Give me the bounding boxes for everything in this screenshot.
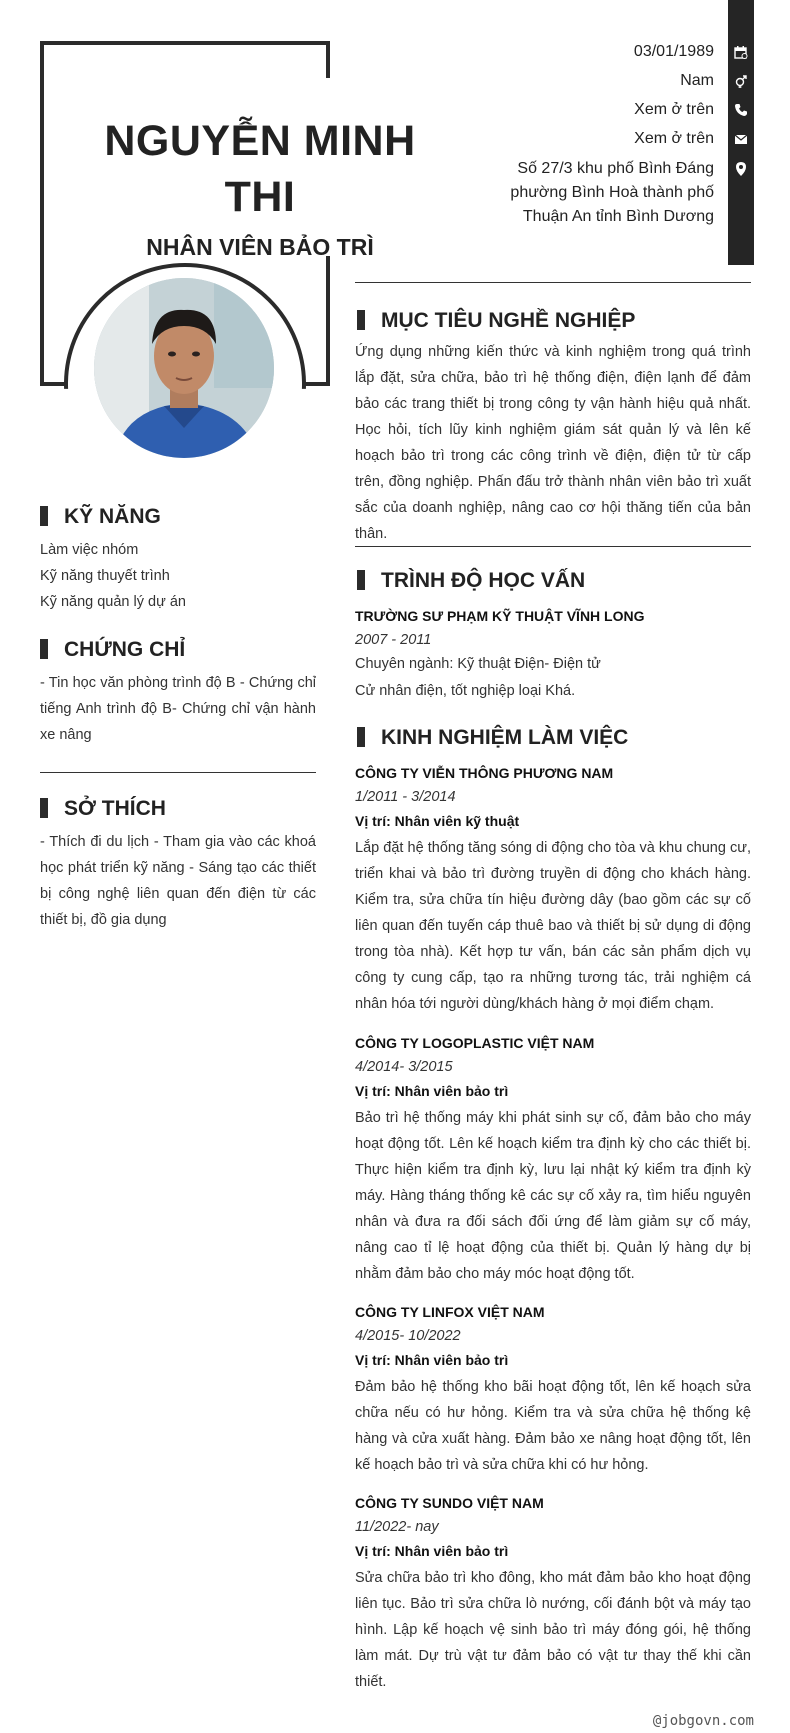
location-icon — [734, 161, 748, 175]
contact-birthdate: 03/01/1989 — [633, 43, 714, 60]
frame-right-border — [326, 41, 330, 78]
contact-address-line3: Thuận An tỉnh Bình Dương — [522, 208, 714, 225]
divider-education — [355, 546, 751, 547]
watermark: @jobgovn.com — [652, 1713, 754, 1729]
job-position: Vị trí: Nhân viên kỹ thuật — [355, 813, 520, 829]
section-title-certificates-text: CHỨNG CHỈ — [64, 638, 186, 661]
section-title-skills-text: KỸ NĂNG — [64, 505, 161, 528]
contact-email: Xem ở trên — [634, 130, 714, 147]
certificates-text: - Tin học văn phòng trình độ B - Chứng chỉ tiếng Anh trình độ B- Chứng chỉ vận hành xe nâng — [40, 675, 316, 743]
section-title-skills — [40, 504, 161, 530]
contact-address-line1: Số 27/3 khu phố Bình Đáng — [517, 160, 714, 177]
avatar — [94, 278, 274, 458]
candidate-name — [60, 113, 460, 225]
section-bar — [357, 570, 365, 590]
job-description: Lắp đặt hệ thống tăng sóng di động cho tòa và khu chung cư, triển khai và bảo trì đường truyền di động cho khách hàng. Kiểm tra, sửa chữa tín hiệu đường dây (bao gồm các sự cố liên quan đến tuyến cáp thuê bao và thiết bị sử dụng di động trong tòa nhà). Kết hợp tư vấn, bán các sản phẩm dịch vụ công ty cung cấp, tạo ra những tương tác, trải nghiệm cá nhân hóa tới người dùng/khách hàng ở mọi điểm chạm. — [355, 840, 751, 1012]
job-description: Đảm bảo hệ thống kho bãi hoạt động tốt, lên kế hoạch sửa chữa nếu có hư hỏng. Kiểm tra và sửa chữa hệ thống kệ hàng và cửa xuất hàng. Đảm bảo xe nâng hoạt động tốt, lên kế hoạch bảo trì và sửa chữa khi có hư hỏng. — [355, 1379, 751, 1473]
section-title-experience-text: KINH NGHIỆM LÀM VIỆC — [381, 726, 629, 749]
skill-item: Kỹ năng thuyết trình — [40, 568, 170, 584]
job-period: 4/2015- 10/2022 — [355, 1328, 461, 1344]
divider-hobbies — [40, 772, 316, 773]
calendar-icon — [734, 45, 748, 59]
section-title-hobbies-text: SỞ THÍCH — [64, 797, 166, 820]
job-company: CÔNG TY LOGOPLASTIC VIỆT NAM — [355, 1035, 595, 1051]
education-major: Chuyên ngành: Kỹ thuật Điện- Điện tử — [355, 656, 601, 672]
job-title: NHÂN VIÊN BẢO TRÌ — [146, 234, 374, 260]
section-title-education-text: TRÌNH ĐỘ HỌC VẤN — [381, 569, 586, 592]
objective-text: Ứng dụng những kiến thức và kinh nghiệm trong quá trình lắp đặt, sửa chữa, bảo trì hệ thống điện, điện lạnh để đảm bảo các trang thiết bị trong công ty vận hành hiệu quả nhất. Học hỏi, tích lũy kinh nghiệm giám sát quản lý và lên kế hoạch bảo trì trong các công trình về điện, điện tử từ cấp trên, đồng nghiệp. Phấn đấu trở thành nhân viên bảo trì xuất sắc của doanh nghiệp, nâng cao cơ hội thăng tiến của bản thân. — [355, 344, 751, 542]
contact-phone: Xem ở trên — [634, 101, 714, 118]
job-description: Sửa chữa bảo trì kho đông, kho mát đảm bảo kho hoạt động liên tục. Bảo trì sửa chữa lò nướng, cối đánh bột và máy tạo hình. Lập kế hoạch vệ sinh bảo trì máy đóng gói, hệ thống làm mát. Dự trù vật tư đảm bảo có vật tư thay thế khi cần thiết. — [355, 1570, 751, 1690]
section-title-objective-text: MỤC TIÊU NGHỀ NGHIỆP — [381, 309, 636, 332]
section-bar — [40, 506, 48, 526]
job-position: Vị trí: Nhân viên bảo trì — [355, 1352, 509, 1368]
frame-left-border — [40, 41, 44, 386]
job-period: 4/2014- 3/2015 — [355, 1059, 453, 1075]
job-company: CÔNG TY SUNDO VIỆT NAM — [355, 1495, 544, 1511]
frame-top-border — [40, 41, 330, 45]
section-title-education — [357, 568, 585, 594]
contact-gender: Nam — [680, 72, 714, 89]
section-bar — [40, 639, 48, 659]
candidate-name-line1: NGUYỄN MINH — [104, 117, 416, 165]
job-description: Bảo trì hệ thống máy khi phát sinh sự cố, đảm bảo cho máy hoạt động tốt. Lên kế hoạch kiểm tra định kỳ cho các thiết bị. Thực hiện kiểm tra định kỳ, lưu lại nhật ký kiểm tra định kỳ máy. Hàng tháng thống kê các sự cố xảy ra, tìm hiểu nguyên nhân và đưa ra đối sách đối ứng để làm giảm sự cố máy, nâng cao tỉ lệ hoạt động của thiết bị. Quản lý hàng dự bị nhằm đảm bảo cho máy móc hoạt động tốt. — [355, 1110, 751, 1282]
phone-icon — [734, 103, 748, 117]
job-position: Vị trí: Nhân viên bảo trì — [355, 1083, 509, 1099]
divider-objective — [355, 282, 751, 283]
skill-item: Kỹ năng quản lý dự án — [40, 594, 186, 610]
frame-right-border-lower — [326, 256, 330, 386]
job-period: 1/2011 - 3/2014 — [355, 789, 456, 805]
section-title-hobbies — [40, 796, 166, 822]
section-title-objective — [357, 308, 635, 334]
avatar-portrait — [94, 278, 274, 458]
section-title-certificates — [40, 637, 185, 663]
job-company: CÔNG TY LINFOX VIỆT NAM — [355, 1304, 545, 1320]
education-period: 2007 - 2011 — [355, 632, 432, 648]
frame-bottom-right — [303, 382, 330, 386]
job-period: 11/2022- nay — [355, 1519, 439, 1535]
email-icon — [734, 132, 748, 146]
section-bar — [357, 727, 365, 747]
education-school: TRƯỜNG SƯ PHẠM KỸ THUẬT VĨNH LONG — [355, 608, 645, 624]
candidate-name-line2: THI — [224, 173, 296, 221]
gender-icon — [734, 74, 748, 88]
job-position: Vị trí: Nhân viên bảo trì — [355, 1543, 509, 1559]
hobbies-text: - Thích đi du lịch - Tham gia vào các khoá học phát triển kỹ năng - Sáng tạo các thiết bị công nghệ liên quan đến điện từ các thiết bị, đồ gia dụng — [40, 834, 316, 928]
section-bar — [357, 310, 365, 330]
frame-bottom-left — [40, 382, 67, 386]
education-degree: Cử nhân điện, tốt nghiệp loại Khá. — [355, 683, 576, 699]
section-bar — [40, 798, 48, 818]
job-company: CÔNG TY VIỄN THÔNG PHƯƠNG NAM — [355, 765, 614, 781]
section-title-experience — [357, 725, 628, 751]
skill-item: Làm việc nhóm — [40, 542, 139, 558]
contact-address-line2: phường Bình Hoà thành phố — [510, 184, 714, 201]
